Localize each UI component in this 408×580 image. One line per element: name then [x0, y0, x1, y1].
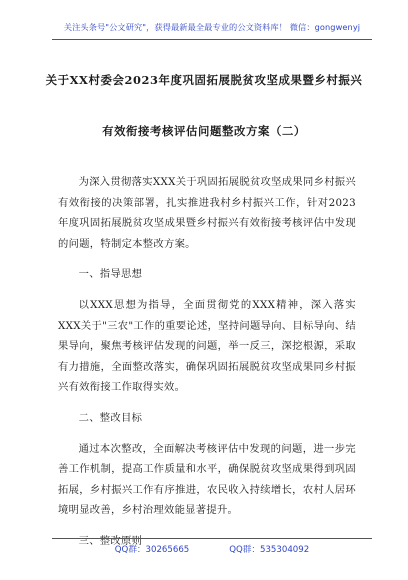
section-heading-goals: 二、整改目标: [78, 411, 143, 424]
header-banner: 关注头条号"公文研究"，获得最新最全最专业的公文资料库！ 微信：gongwenyj: [52, 22, 372, 40]
guiding-thought-paragraph: 以XXX思想为指导，全面贯彻党的XXX精神，深入落实XXX关于"三农"工作的重要论述，坚持问题导向、目标导向、结果导向，聚焦考核评估发现的问题，举一反三，深挖根源，采取有力措施，全面整改落实，确保巩固拓展脱贫攻坚成果同乡村振兴有效衔接工作取得实效。: [58, 298, 356, 394]
goals-paragraph: 通过本次整改，全面解决考核评估中发现的问题，进一步完善工作机制，提高工作质量和水平，确保脱贫攻坚成果得到巩固拓展，乡村振兴工作有序推进，农民收入持续增长，农村人居环境明显改善，乡村治理效能显著提升。: [58, 442, 356, 517]
footer-banner: [52, 538, 372, 555]
section-heading-guiding-thought: 一、指导思想: [78, 268, 143, 281]
document-title-line-1: 关于XX村委会2023年度巩固拓展脱贫攻坚成果暨乡村振兴: [45, 73, 363, 87]
qq-group-1: QQ群：30265665: [114, 545, 190, 555]
document-body: [58, 172, 356, 562]
intro-paragraph: 为深入贯彻落实XXX关于巩固拓展脱贫攻坚成果同乡村振兴有效衔接的决策部署，扎实推进我村乡村振兴工作，针对2023年度巩固拓展脱贫攻坚成果暨乡村振兴有效衔接考核评估中发现的问题，特制定本整改方案。: [58, 176, 356, 250]
qq-group-2: QQ群：535304092: [229, 545, 310, 555]
document-title-line-2: 有效衔接考核评估问题整改方案（二）: [102, 124, 306, 138]
section-heading-principles: 三、整改原则: [78, 534, 143, 547]
